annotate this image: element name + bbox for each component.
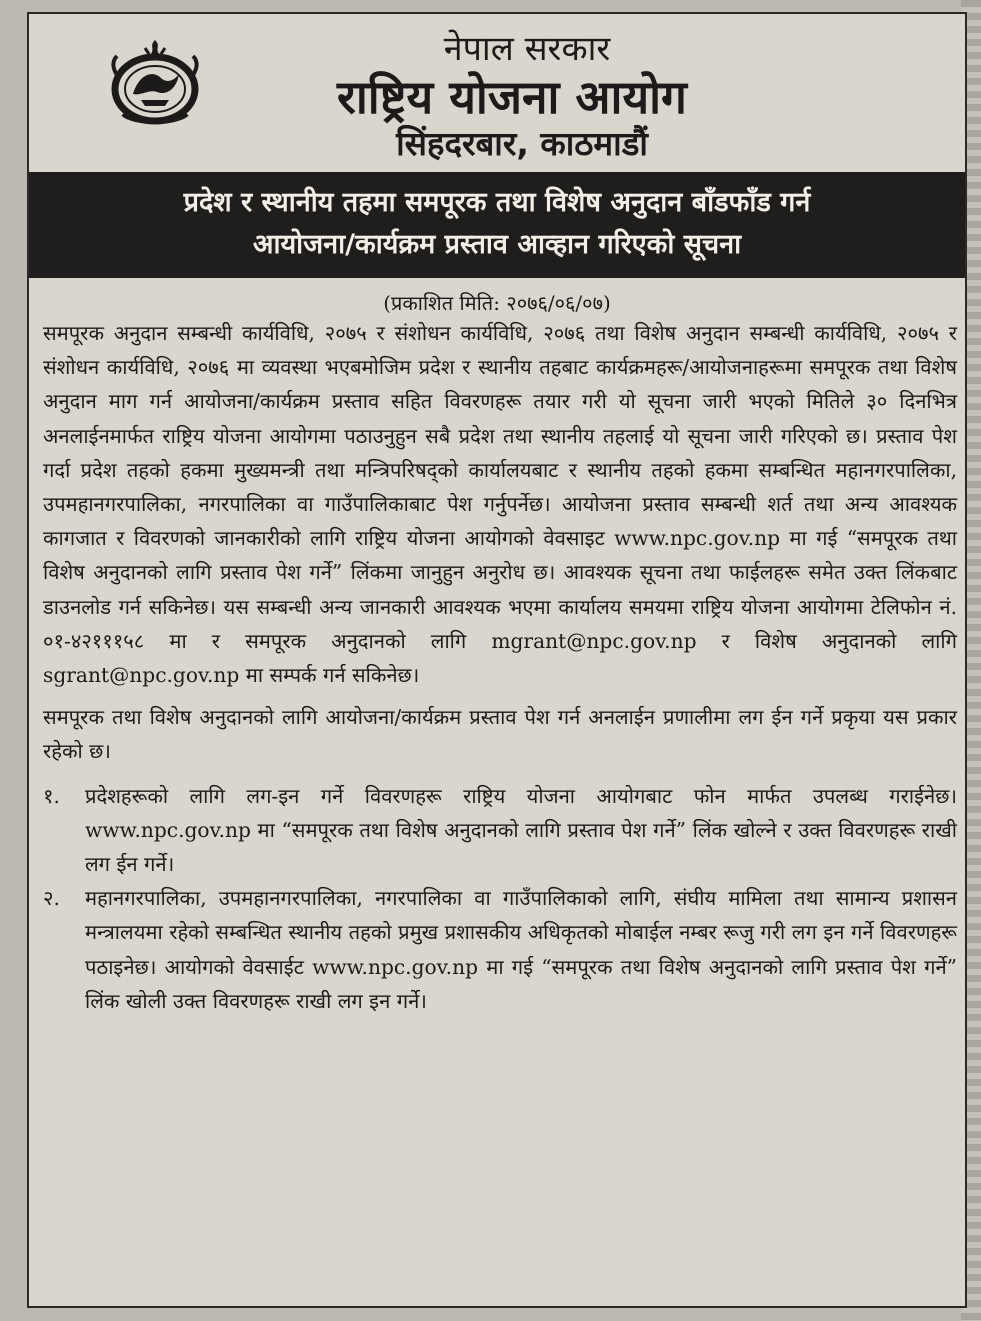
notice-title-line-1: प्रदेश र स्थानीय तहमा समपूरक तथा विशेष अनुदान बाँडफाँड गर्न [183, 187, 811, 218]
notice-title-line-2: आयोजना/कार्यक्रम प्रस्ताव आव्हान गरिएको सूचना [252, 229, 742, 260]
list-item-number: २. [43, 886, 60, 911]
list-item-number: १. [43, 783, 60, 808]
list-item-text: महानगरपालिका, उपमहानगरपालिका, नगरपालिका वा गाउँपालिकाको लागि, संघीय मामिला तथा सामान्य प्रशासन मन्त्रालयमा रहेको सम्बन्धित स्थानीय तहको प्रमुख प्रशासकीय अधिकृतको मोबाईल नम्बर रूजु गरी लग इन गर्ने विवरणहरू पठाइनेछ। आयोगको वेवसाईट www.npc.gov.np मा गई “समपूरक तथा विशेष अनुदानको लागि प्रस्ताव पेश गर्ने” लिंक खोली उक्त विवरणहरू राखी लग इन गर्ने। [85, 886, 957, 1013]
notice-title-banner [29, 172, 965, 278]
body-paragraph-2: समपूरक तथा विशेष अनुदानको लागि आयोजना/कार्यक्रम प्रस्ताव पेश गर्न अनलाईन प्रणालीमा लग ईन गर्ने प्रकृया यस प्रकार रहेको छ। [43, 705, 957, 764]
list-item [43, 881, 957, 1018]
login-steps-list [43, 779, 957, 1018]
notice-header [29, 14, 965, 172]
published-date: (प्रकाशित मिति: २०७६/०६/०७) [383, 291, 611, 315]
list-item-text: प्रदेशहरूको लागि लग-इन गर्ने विवरणहरू राष्ट्रिय योजना आयोगबाट फोन मार्फत उपलब्ध गराईनेछ। www.npc.gov.np मा “समपूरक तथा विशेष अनुदानको लागि प्रस्ताव पेश गर्ने” लिंक खोल्ने र उक्त विवरणहरू राखी लग ईन गर्ने। [85, 783, 957, 877]
commission-name: राष्ट्रिय योजना आयोग [337, 70, 687, 124]
body-paragraph-1: समपूरक अनुदान सम्बन्धी कार्यविधि, २०७५ र संशोधन कार्यविधि, २०७६ तथा विशेष अनुदान सम्बन्धी कार्यविधि, २०७५ र संशोधन कार्यविधि, २०७६ मा व्यवस्था भएबमोजिम प्रदेश र स्थानीय तहबाट कार्यक्रमहरू/आयोजनाहरूमा समपूरक तथा विशेष अनुदान माग गर्न आयोजना/कार्यक्रम प्रस्ताव सहित विवरणहरू तयार गरी यो सूचना जारी भएको मितिले ३० दिनभित्र अनलाईनमार्फत राष्ट्रिय योजना आयोगमा पठाउनुहुन सबै प्रदेश तथा स्थानीय तहलाई यो सूचना जारी गरिएको छ। प्रस्ताव पेश गर्दा प्रदेश तहको हकमा मुख्यमन्त्री तथा मन्त्रिपरिषद्को कार्यालयबाट र स्थानीय तहको हकमा सम्बन्धित महानगरपालिका, उपमहानगरपालिका, नगरपालिका वा गाउँपालिकाबाट पेश गर्नुपर्नेछ। आयोजना प्रस्ताव सम्बन्धी शर्त तथा अन्य आवश्यक कागजात र विवरणको जानकारीको लागि राष्ट्रिय योजना आयोगको वेवसाइट www.npc.gov.np मा गई “समपूरक तथा विशेष अनुदानको लागि प्रस्ताव पेश गर्ने” लिंकमा जानुहुन अनुरोध छ। आवश्यक सूचना तथा फाईलहरू समेत उक्त लिंकबाट डाउनलोड गर्न सकिनेछ। यस सम्बन्धी अन्य जानकारी आवश्यक भएमा कार्यालय समयमा राष्ट्रिय योजना आयोगमा टेलिफोन नं. ०१-४२१११५८ मा र समपूरक अनुदानको लागि mgrant@npc.gov.np र विशेष अनुदानको लागि sgrant@npc.gov.np मा सम्पर्क गर्न सकिनेछ। [43, 321, 957, 688]
commission-location: सिंहदरबार, काठमाडौं [396, 124, 648, 163]
notice-body [29, 316, 965, 1018]
government-name: नेपाल सरकार [443, 29, 611, 69]
list-item [43, 779, 957, 882]
notice-document [27, 12, 967, 1308]
